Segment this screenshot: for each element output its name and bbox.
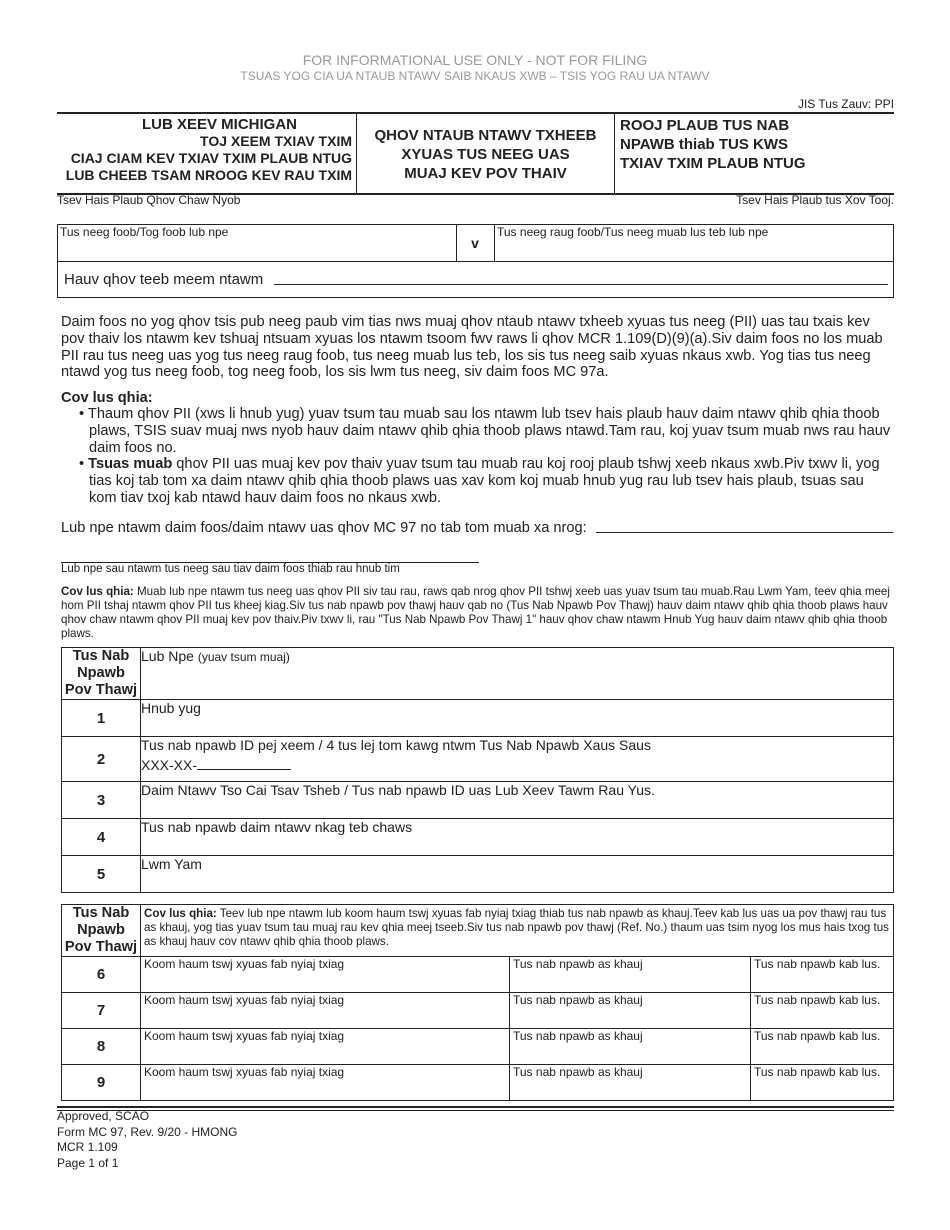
institution-cell[interactable]: [141, 1065, 510, 1101]
court-phone-label: Tsev Hais Plaub tus Xov Tooj.: [736, 193, 894, 207]
account-cell[interactable]: [510, 957, 751, 993]
instruction-bullet-2: • Tsuas muab qhov PII uas muaj kev pov thaiv yuav tsum tau muab rau koj rooj plaub tshwj xeeb nkaus xwb.Piv txwv li, yog tias koj tab tom xa daim ntawv qhib qhia thoob plaws uas xav kom koj muab hnub yug rau lub tsev hais plaub, tsuas sau kom tiav txoj kab ntawd hauv daim foos no nkaus xwb.: [79, 456, 880, 506]
other-label: Lwm Yam: [141, 856, 202, 872]
bullet-2-text: qhov PII uas muaj kev pov thaiv yuav tsum tau muab rau koj rooj plaub tshwj xeeb nkaus xwb.Piv txwv li, yog tias koj tab tom xa daim ntawv qhib qhia thoob plaws uas xav kom koj muab hnub yug rau lub tsev hais plaub, tsuas sau kom tiav txoj kab ntawd hauv daim foos no nkaus xwb.: [89, 456, 880, 506]
account-cell[interactable]: [510, 1065, 751, 1101]
name-note: (yuav tsum muaj): [197, 650, 290, 664]
form-title: [357, 126, 614, 183]
birthdate-label: Hnub yug: [141, 700, 201, 716]
institution-cell[interactable]: [141, 1029, 510, 1065]
title-line-3: MUAJ KEV POV THAIV: [404, 165, 567, 182]
passport-cell[interactable]: [141, 819, 894, 856]
state-name: LUB XEEV MICHIGAN: [141, 116, 297, 133]
ssn-prefix: XXX-XX-: [141, 757, 198, 773]
line-number-cell[interactable]: [751, 993, 894, 1029]
case-line-1: ROOJ PLAUB TUS NAB: [620, 117, 790, 134]
ref-number: 4: [62, 819, 141, 856]
note-label: Cov lus qhia:: [61, 585, 134, 598]
table-row: [62, 737, 894, 782]
line-number-label: Tus nab npawb kab lus.: [754, 1029, 881, 1043]
name-label: Lub Npe: [141, 648, 194, 664]
table-row: [62, 957, 894, 993]
ref-number: 5: [62, 856, 141, 893]
table-row: [62, 1029, 894, 1065]
license-label: Daim Ntawv Tso Cai Tsav Tsheb / Tus nab npawb ID uas Lub Xeev Tawm Rau Yus.: [141, 782, 655, 798]
ssn-cell[interactable]: [141, 737, 894, 782]
caption-header: [57, 112, 894, 195]
account-cell[interactable]: [510, 1029, 751, 1065]
filer-name-label: Lub npe sau ntawm tus neeg sau tiav daim foos thiab rau hnub tim: [61, 563, 400, 575]
footer-form-number: Form MC 97, Rev. 9/20 - HMONG: [57, 1124, 238, 1139]
institution-label: Koom haum tswj xyuas fab nyiaj txiag: [144, 1029, 345, 1043]
other-party-label: Hauv qhov teeb meem ntawm: [64, 271, 264, 288]
line-number-cell[interactable]: [751, 1065, 894, 1101]
court-line-3: LUB CHEEB TSAM NROOG KEV RAU TXIM: [65, 167, 352, 183]
table-row: [62, 782, 894, 819]
ref-number: 7: [62, 993, 141, 1029]
court-address-label: Tsev Hais Plaub Qhov Chaw Nyob: [57, 193, 241, 207]
court-line-1: TOJ XEEM TXIAV TXIM: [200, 133, 352, 149]
parties-box: [57, 224, 894, 298]
bullet-2-bold: Tsuas muab: [88, 456, 173, 472]
court-line-2: CIAJ CIAM KEV TXIAV TXIM PLAUB NTUG: [70, 150, 352, 166]
plaintiff-field[interactable]: [58, 225, 457, 261]
institution-cell[interactable]: [141, 993, 510, 1029]
passport-label: Tus nab npawb daim ntawv nkag teb chaws: [141, 819, 413, 835]
license-cell[interactable]: [141, 782, 894, 819]
note-paragraph: [61, 585, 893, 641]
ref-header: Tus Nab Npawb Pov Thawj: [62, 905, 141, 957]
ref-number: 2: [62, 737, 141, 782]
case-number-block[interactable]: [620, 116, 890, 173]
ref-number: 1: [62, 700, 141, 737]
other-cell[interactable]: [141, 856, 894, 893]
ref-number: 9: [62, 1065, 141, 1101]
instruction-bullet-1: • Thaum qhov PII (xws li hnub yug) yuav tsum tau muab sau los ntawm lub tsev hais plaub hauv daim ntawv qhib qhia thoob plaws, TSIS suav muaj nws nyob hauv daim ntawv qhib qhia thoob plaws ntawd.Tam rau, koj yuav tsum muab nws rau hauv daim foos no.: [79, 406, 891, 456]
accounts-instr-label: Cov lus qhia:: [144, 907, 217, 920]
footer-block: [57, 1109, 237, 1171]
table-row: [62, 700, 894, 737]
birthdate-cell[interactable]: [141, 700, 894, 737]
plaintiff-label: Tus neeg foob/Tog foob lub npe: [60, 225, 229, 239]
line-number-label: Tus nab npawb kab lus.: [754, 957, 881, 971]
account-label: Tus nab npawb as khauj: [513, 993, 643, 1007]
footer-rule: [57, 1106, 894, 1108]
footer-court-rule: MCR 1.109: [57, 1140, 118, 1155]
form-name-field[interactable]: [596, 532, 893, 533]
line-number-label: Tus nab npawb kab lus.: [754, 1065, 881, 1079]
footer-page: Page 1 of 1: [57, 1155, 119, 1170]
case-line-2: NPAWB thiab TUS KWS: [620, 136, 789, 153]
ref-number: 6: [62, 957, 141, 993]
accounts-table: [61, 904, 894, 1101]
table-row: [62, 819, 894, 856]
banner-line1: FOR INFORMATIONAL USE ONLY - NOT FOR FILING: [302, 52, 648, 68]
footer-approved: Approved, SCAO: [57, 1109, 150, 1123]
note-text: Muab lub npe ntawm tus neeg uas qhov PII siv tau rau, raws qab nrog qhov PII tshwj xeeb uas yuav tsum tau muab.Rau Lwm Yam, teev qhia meej hom PII tshaj ntawm qhov PII tus kheej kiag.Siv tus nab npawb pov thawj hauv qab no (Tus Nab Npawb Pov Thawj) hauv daim ntawv qhib qhia thoob plaws hauv qhov chaw ntawm qhov PII muaj kev pov thaiv.Piv txwv li, rau "Tus Nab Npawb Pov Thawj 1" hauv qhov chaw ntawm Hnub Yug hauv daim ntawv qhib qhia thoob plaws.: [61, 585, 890, 640]
table-row: [62, 1065, 894, 1101]
instructions-heading: Cov lus qhia:: [61, 390, 153, 406]
jis-code: JIS Tus Zauv: PPI: [797, 97, 894, 111]
ssn-label: Tus nab npawb ID pej xeem / 4 tus lej tom kawg ntwm Tus Nab Npawb Xaus Saus: [141, 737, 651, 753]
other-party-field[interactable]: [274, 284, 888, 285]
institution-cell[interactable]: [141, 957, 510, 993]
banner-line2: TSUAS YOG CIA UA NTAUB NTAWV SAIB NKAUS XWB – TSIS YOG RAU UA NTAWV: [240, 69, 710, 83]
line-number-label: Tus nab npawb kab lus.: [754, 993, 881, 1007]
form-name-label: Lub npe ntawm daim foos/daim ntawv uas qhov MC 97 no tab tom muab xa nrog:: [61, 520, 587, 536]
defendant-field[interactable]: [494, 225, 894, 261]
pii-table: [61, 647, 894, 893]
account-label: Tus nab npawb as khauj: [513, 957, 643, 971]
ref-header: Tus Nab Npawb Pov Thawj: [62, 648, 141, 700]
versus: v: [471, 235, 479, 251]
line-number-cell[interactable]: [751, 1029, 894, 1065]
defendant-label: Tus neeg raug foob/Tus neeg muab lus teb lub npe: [497, 225, 769, 239]
accounts-instructions: [141, 905, 894, 957]
name-cell[interactable]: [141, 648, 894, 700]
intro-paragraph: Daim foos no yog qhov tsis pub neeg paub vim tias nws muaj qhov ntaub ntawv txheeb xyuas tus neeg (PII) uas tau txais kev pov thaiv los ntawm kev tshuaj ntsuam xyuas los ntawm tsoom fwv raws li qhov MCR 1.109(D)(9)(a).Siv daim foos no los muab PII rau tus neeg uas yog tus neeg raug foob, tus neeg muab lus teb, los sis tus neeg saib xyuas nkaus xwb. Yog tias tus neeg ntawd yog tus neeg foob, tog neeg foob, los sis lwm tus neeg, siv daim foos MC 97a.: [61, 314, 883, 381]
case-line-3: TXIAV TXIM PLAUB NTUG: [620, 155, 806, 172]
court-block: [57, 116, 352, 184]
account-label: Tus nab npawb as khauj: [513, 1029, 643, 1043]
ref-number: 8: [62, 1029, 141, 1065]
table-row: [62, 856, 894, 893]
title-line-2: XYUAS TUS NEEG UAS: [401, 146, 570, 163]
ssn-field[interactable]: [197, 757, 291, 770]
accounts-instr-text: Teev lub npe ntawm lub koom haum tswj xyuas fab nyiaj txiag thiab tus nab npawb as khauj.Teev kab lus uas ua pov thawj rau tus as khauj, yog tias yuav tsum tau muaj rau kev qhia meej tseeb.Siv tus nab npawb pov thawj (Ref. No.) thaum uas tsim nyog los mus hais txog tus as khauj hauv cov ntawv qhib qhia thoob plaws.: [144, 907, 889, 948]
institution-label: Koom haum tswj xyuas fab nyiaj txiag: [144, 993, 345, 1007]
title-line-1: QHOV NTAUB NTAWV TXHEEB: [374, 127, 597, 144]
account-label: Tus nab npawb as khauj: [513, 1065, 643, 1079]
institution-label: Koom haum tswj xyuas fab nyiaj txiag: [144, 957, 345, 971]
ref-number: 3: [62, 782, 141, 819]
line-number-cell[interactable]: [751, 957, 894, 993]
account-cell[interactable]: [510, 993, 751, 1029]
table-row: [62, 993, 894, 1029]
institution-label: Koom haum tswj xyuas fab nyiaj txiag: [144, 1065, 345, 1079]
bullet-1-text: Thaum qhov PII (xws li hnub yug) yuav tsum tau muab sau los ntawm lub tsev hais plaub hauv daim ntawv qhib qhia thoob plaws, TSIS suav muaj nws nyob hauv daim ntawv qhib qhia thoob plaws ntawd.Tam rau, koj yuav tsum muab nws rau hauv daim foos no.: [87, 406, 891, 456]
